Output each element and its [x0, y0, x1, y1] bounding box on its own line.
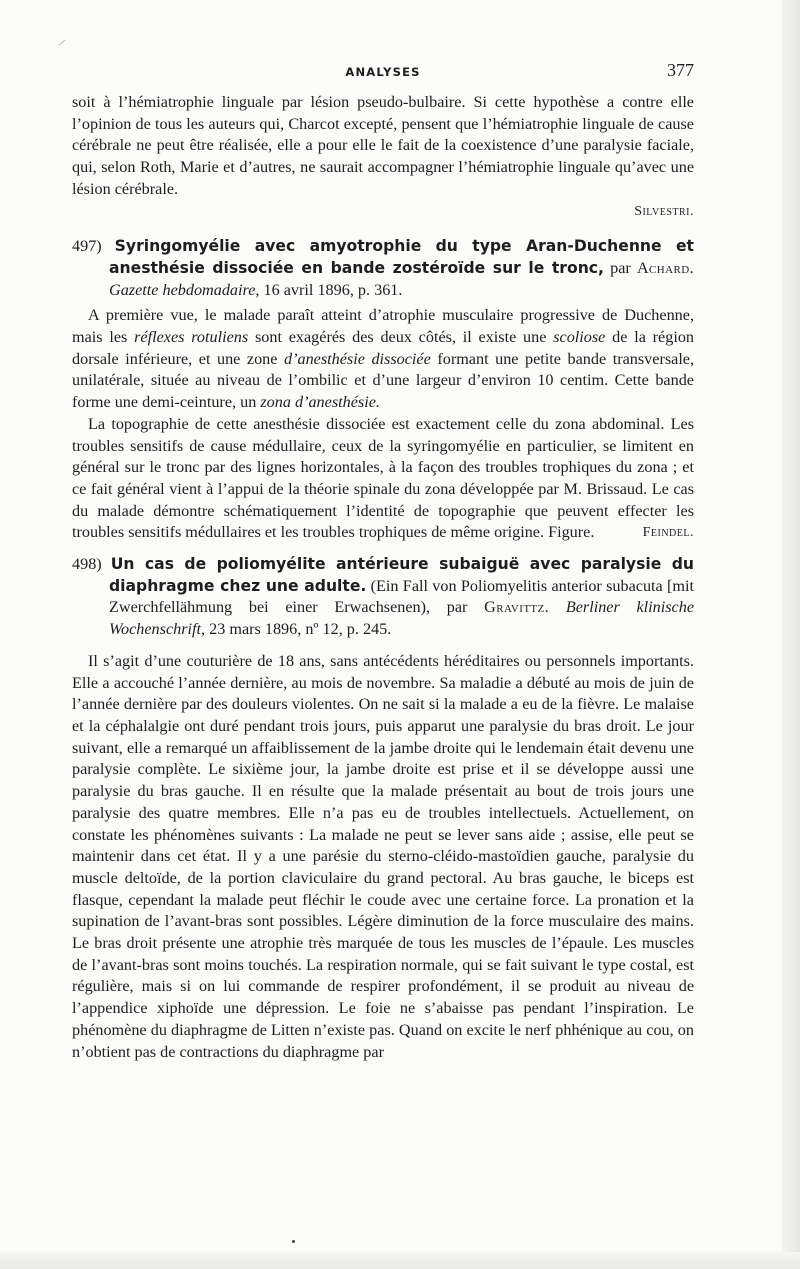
scan-speck [292, 1240, 295, 1243]
entry-497-p1-text-e: de la région dorsale inférieure, et une zone [72, 328, 695, 368]
scan-mark [59, 40, 66, 46]
entry-497-p2-text: La topographie de cette anesthésie dissociée est exactement celle du zona abdominal. Les troubles sensitifs de cause médullaire, ceux de la syringomyélie en particulier, se limitent en général sur le tronc par des lignes horizontales, à la façon des troubles trophiques du zona ; et ce fait général vient à l’appui de la théorie spinale du zona développée par M. Brissaud. Le cas du malade démontre schématiquement l’identité de topographie que peuvent effecter les troubles sensitifs médullaires et les troubles trophiques de même origine. Figure. [72, 414, 694, 542]
entry-498-heading [72, 554, 694, 641]
page-body [72, 92, 694, 1063]
entry-498-body: Il s’agit d’une couturière de 18 ans, sans antécédents héréditaires ou personnels importants. Elle a accouché l’année dernière, au mois de novembre. Sa maladie a débuté au mois de juin de l’année dernière par des douleurs violentes. On ne sait si la malade a eu de la fièvre. Le malaise et la céphalalgie ont duré pendant trois jours, puis apparut une paralysie du bras droit. Le jour suivant, elle a remarqué un affaiblissement de la jambe droite qui le lendemain était devenu une paralysie complète. Le sixième jour, la jambe droite est prise et il se développe aussi une paralysie du bras gauche. Il en résulte que la malade présentait au bout de trois jours une paralysie des quatre membres. Elle n’a pas eu de troubles intellectuels. Actuellement, on constate les phénomènes suivants : La malade ne peut se lever sans aide ; assise, elle peut se maintenir dans cet état. Il y a une parésie du sterno-cléido-mastoïdien gauche, paralysie du muscle deltoïde, de la portion claviculaire du grand pectoral. Au bras gauche, le biceps est flasque, cependant la malade peut fléchir le coude avec une certaine force. La pronation et la supination de l’avant-bras sont possibles. Légère diminution de la force musculaire des mains. Le bras droit présente une atrophie très marquée de tous les muscles de l’épaule. Les muscles de l’avant-bras sont moins touchés. La respiration normale, qui se fait suivant le type costal, est régulière, mais si on lui commande de respirer profondément, il se produit au niveau de l’appendice xiphoïde une dépression. Le foie ne s’abaisse pas pendant l’inspiration. Le phénomène du diaphragme de Litten n’existe pas. Quand on excite le nerf phhénique au cou, on n’obtient pas de contractions du diaphragme par [72, 651, 694, 1061]
entry-498-author: Gravittz. [484, 598, 550, 617]
page-edge-shadow [782, 0, 800, 1269]
intro-signature: Silvestri. [634, 203, 694, 219]
entry-497-p1-italic-reflexes: réflexes rotuliens [134, 328, 249, 347]
entry-497-p1-text-c: sont exagérés des deux côtés, il existe une [254, 328, 547, 347]
entry-498-number: 498) [72, 555, 102, 574]
entry-497-p1-text-g: formant une petite bande transversale, unilatérale, située au niveau de l’ombilic et d’une largeur d’environ 10 centim. Cette bande forme une demi-ceinture, un [72, 349, 695, 412]
entry-497-journal: Gazette hebdomadaire [109, 280, 256, 299]
entry-497-heading [72, 236, 694, 301]
entry-497-paragraph-2 [72, 414, 694, 544]
entry-497-signature: Feindel. [642, 525, 694, 541]
entry-497-p1-italic-scoliose: scoliose [553, 328, 606, 347]
entry-497-citation: , 16 avril 1896, p. 361. [255, 280, 403, 299]
entry-497-number: 497) [72, 237, 102, 256]
entry-497-title: Syringomyélie avec amyotrophie du type Aran-Duchenne et anesthésie dissociée en bande zostéroïde sur le tronc, [109, 237, 694, 277]
entry-497-p1-italic-anesthesie: d’anesthésie dissociée [284, 349, 431, 368]
entry-498-journal: Berliner klinische Wochenschrift [109, 598, 695, 639]
page-number: 377 [667, 60, 694, 80]
entry-498-title: Un cas de poliomyélite antérieure subaiguë avec paralysie du diaphragme chez une adulte. [109, 555, 695, 595]
section-gap [72, 544, 694, 554]
entry-498-subtitle: (Ein Fall von Poliomyelitis anterior subacuta [mit Zwerchfellähmung bei einer Erwachsenen), par [109, 576, 694, 617]
page-bottom-shadow [0, 1252, 800, 1269]
entry-497-paragraph-1 [72, 305, 694, 414]
intro-paragraph: soit à l’hémiatrophie linguale par lésion pseudo-bulbaire. Si cette hypothèse a contre elle l’opinion de tous les auteurs qui, Charcot excepté, pensent que l’hémiatrophie linguale de cause cérébrale ne peut être réalisée, elle a pour elle le fait de la coexistence d’une paralysie faciale, qui, selon Roth, Marie et d’autres, ne saurait accompagner l’hémiatrophie linguale qu’avec une lésion cérébrale. [72, 93, 694, 198]
running-head: ANALYSES [345, 65, 421, 79]
page-header [72, 60, 694, 84]
entry-497-by: par [610, 258, 631, 277]
entry-498-citation: , 23 mars 1896, nº 12, p. 245. [201, 620, 392, 639]
entry-497-p1-italic-zona: zona d’anesthésie. [260, 393, 380, 412]
entry-497-p1-text-a: A première vue, le malade paraît atteint d’atrophie musculaire progressive de Duchenne, mais les [72, 306, 694, 347]
entry-497-author: Achard. [636, 258, 695, 277]
